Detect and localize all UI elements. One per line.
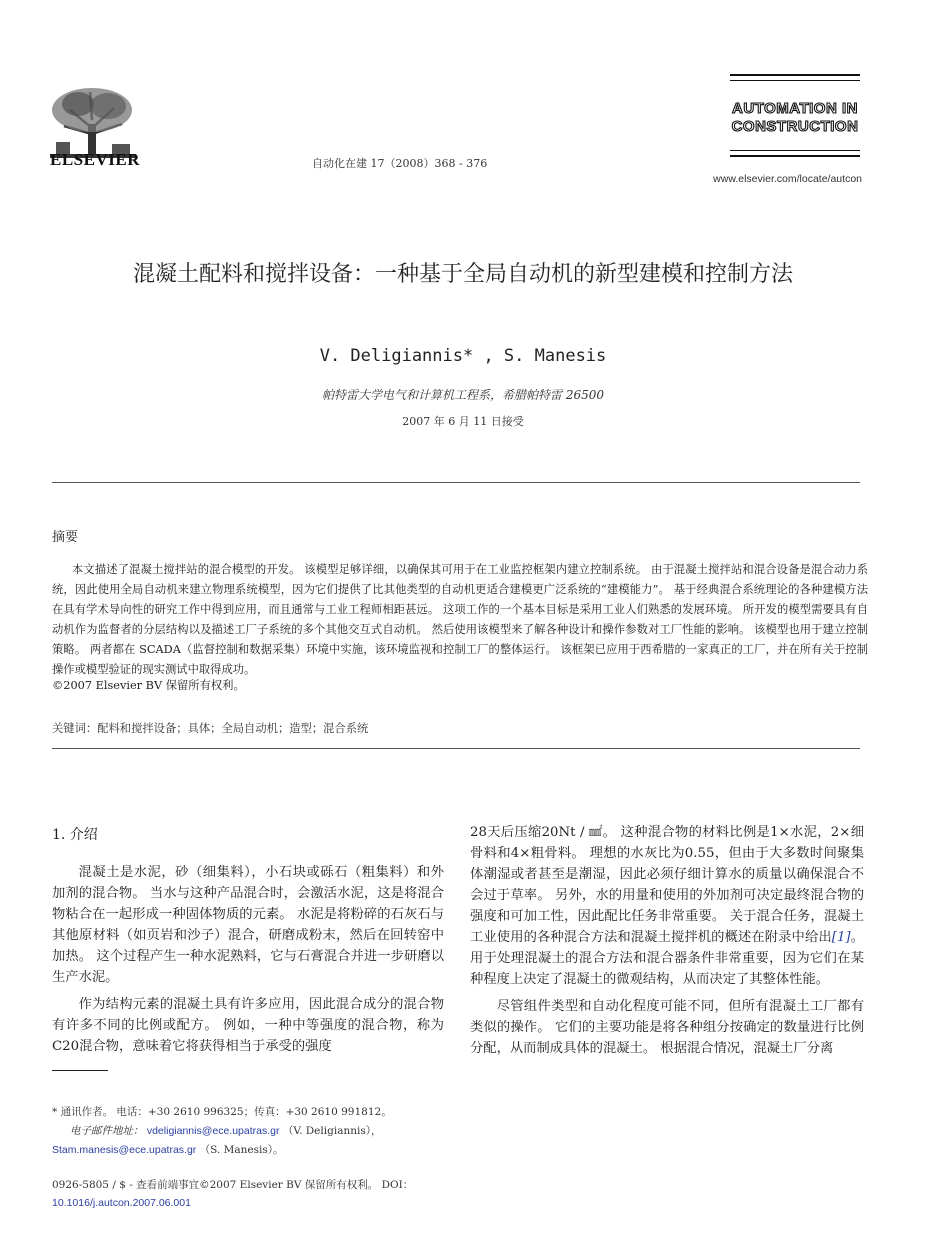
right-column (470, 822, 864, 1059)
paragraph-text: 28天后压缩20Nt / ㎟。 这种混合物的材料比例是1×水泥，2×细骨料和4×粗骨料。 理想的水灰比为0.55，但由于大多数时间聚集体潮湿或者甚至是潮湿，因此必须仔细计算水的质量以确保混合不会过于草率。 另外，水的用量和使用的外加剂可决定最终混合物的强度和可加工性，因此配比任务非常重要。 关于混合任务，混凝土工业使用的各种混合方法和混凝土搅拌机的概述在附录中给出 (470, 825, 864, 945)
abstract-heading: 摘要 (52, 530, 79, 545)
footnote-email-line (70, 1122, 381, 1141)
divider (52, 482, 860, 483)
footnote-doi (52, 1194, 191, 1213)
footnote-corresponding-author: * 通讯作者。 电话：+30 2610 996325；传真：+30 2610 991812。 (52, 1106, 392, 1118)
footnote-rule (52, 1070, 108, 1071)
article-authors: V. Deligiannis* , S. Manesis (319, 346, 607, 366)
journal-name: AUTOMATION IN CONSTRUCTION (731, 100, 859, 135)
paragraph: 尽管组件类型和自动化程度可能不同，但所有混凝土工厂都有类似的操作。 它们的主要功能是将各种组分按确定的数量进行比例分配，从而制成具体的混凝土。 根据混合情况，混凝土厂分离 (470, 999, 864, 1056)
journal-rule (730, 155, 860, 157)
journal-reference: 自动化在建 17（2008）368 - 376 (312, 157, 488, 170)
author-affiliation: 帕特雷大学电气和计算机工程系，希腊帕特雷 26500 (322, 388, 604, 402)
received-date: 2007 年 6 月 11 日接受 (402, 415, 524, 428)
paragraph: 作为结构元素的混凝土具有许多应用，因此混合成分的混合物有许多不同的比例或配方。 例如，一种中等强度的混合物，称为C20混合物，意味着它将获得相当于承受的强度 (52, 997, 444, 1054)
publisher-name: ELSEVIER (50, 150, 140, 169)
left-column (52, 862, 444, 1057)
doi-link[interactable]: 10.1016/j.autcon.2007.06.001 (52, 1197, 191, 1209)
section-heading: 1. 介绍 (52, 827, 98, 843)
journal-url[interactable]: www.elsevier.com/locate/autcon (713, 173, 862, 185)
email-label: 电子邮件地址： (70, 1125, 144, 1137)
email-owner: （V. Deligiannis）， (282, 1125, 382, 1137)
paragraph: 混凝土是水泥，砂（细集料），小石块或砾石（粗集料）和外加剂的混合物。 当水与这种产品混合时，会激活水泥，这是将混合物粘合在一起形成一种固体物质的元素。 水泥是将粉碎的石灰石与其他原材料（如页岩和沙子）混合，研磨成粉末，然后在回转窑中加热。 这个过程产生一种水泥熟料，它与石膏混合并进一步研磨以生产水泥。 (52, 865, 444, 985)
journal-rule (730, 150, 860, 151)
divider (52, 748, 860, 749)
email-link[interactable]: vdeligiannis@ece.upatras.gr (146, 1125, 280, 1137)
journal-rule (730, 80, 860, 81)
footnote-issn: 0926-5805 / $ - 查看前端事宜©2007 Elsevier BV 保留所有权利。 DOI： (52, 1179, 414, 1191)
article-title: 混凝土配料和搅拌设备：一种基于全局自动机的新型建模和控制方法 (132, 262, 793, 287)
abstract-text: 本文描述了混凝土搅拌站的混合模型的开发。 该模型足够详细，以确保其可用于在工业监控框架内建立控制系统。 由于混凝土搅拌站和混合设备是混合动力系统，因此使用全局自动机来建立物理系统模型，因为它们提供了比其他类型的自动机更适合建模更广泛系统的“建模能力”。 基于经典混合系统理论的各种建模方法在具有学术导向性的研究工作中得到应用，而且通常与工业工程师相距甚远。 这项工作的一个基本目标是采用工业人们熟悉的发展环境。 所开发的模型需要具有自动机作为监督者的分层结构以及描述工厂子系统的多个其他交互式自动机。 然后使用该模型来了解各种设计和操作参数对工厂性能的影响。 该模型也用于建立控制策略。 两者都在 SCADA（监督控制和数据采集）环境中实施，该环境监视和控制工厂的整体运行。 该框架已应用于西希腊的一家真正的工厂，并在所有关于控制操作或模型验证的现实测试中取得成功。 (52, 563, 868, 676)
paragraph (470, 822, 864, 990)
paragraph-text: 。 用于处理混凝土的混合方法和混合器条件非常重要，因为它们在某种程度上决定了混凝土的微观结构，从而决定了其整体性能。 (470, 930, 865, 987)
keywords: 关键词：配料和搅拌设备；具体；全局自动机；造型；混合系统 (52, 722, 369, 735)
email-link[interactable]: Stam.manesis@ece.upatras.gr (52, 1144, 197, 1156)
reference-link[interactable]: [1] (831, 930, 851, 945)
journal-rule (730, 74, 860, 76)
abstract-copyright: ©2007 Elsevier BV 保留所有权利。 (52, 679, 245, 692)
footnote-email-line (52, 1141, 284, 1160)
email-owner: （S. Manesis）。 (199, 1144, 284, 1156)
